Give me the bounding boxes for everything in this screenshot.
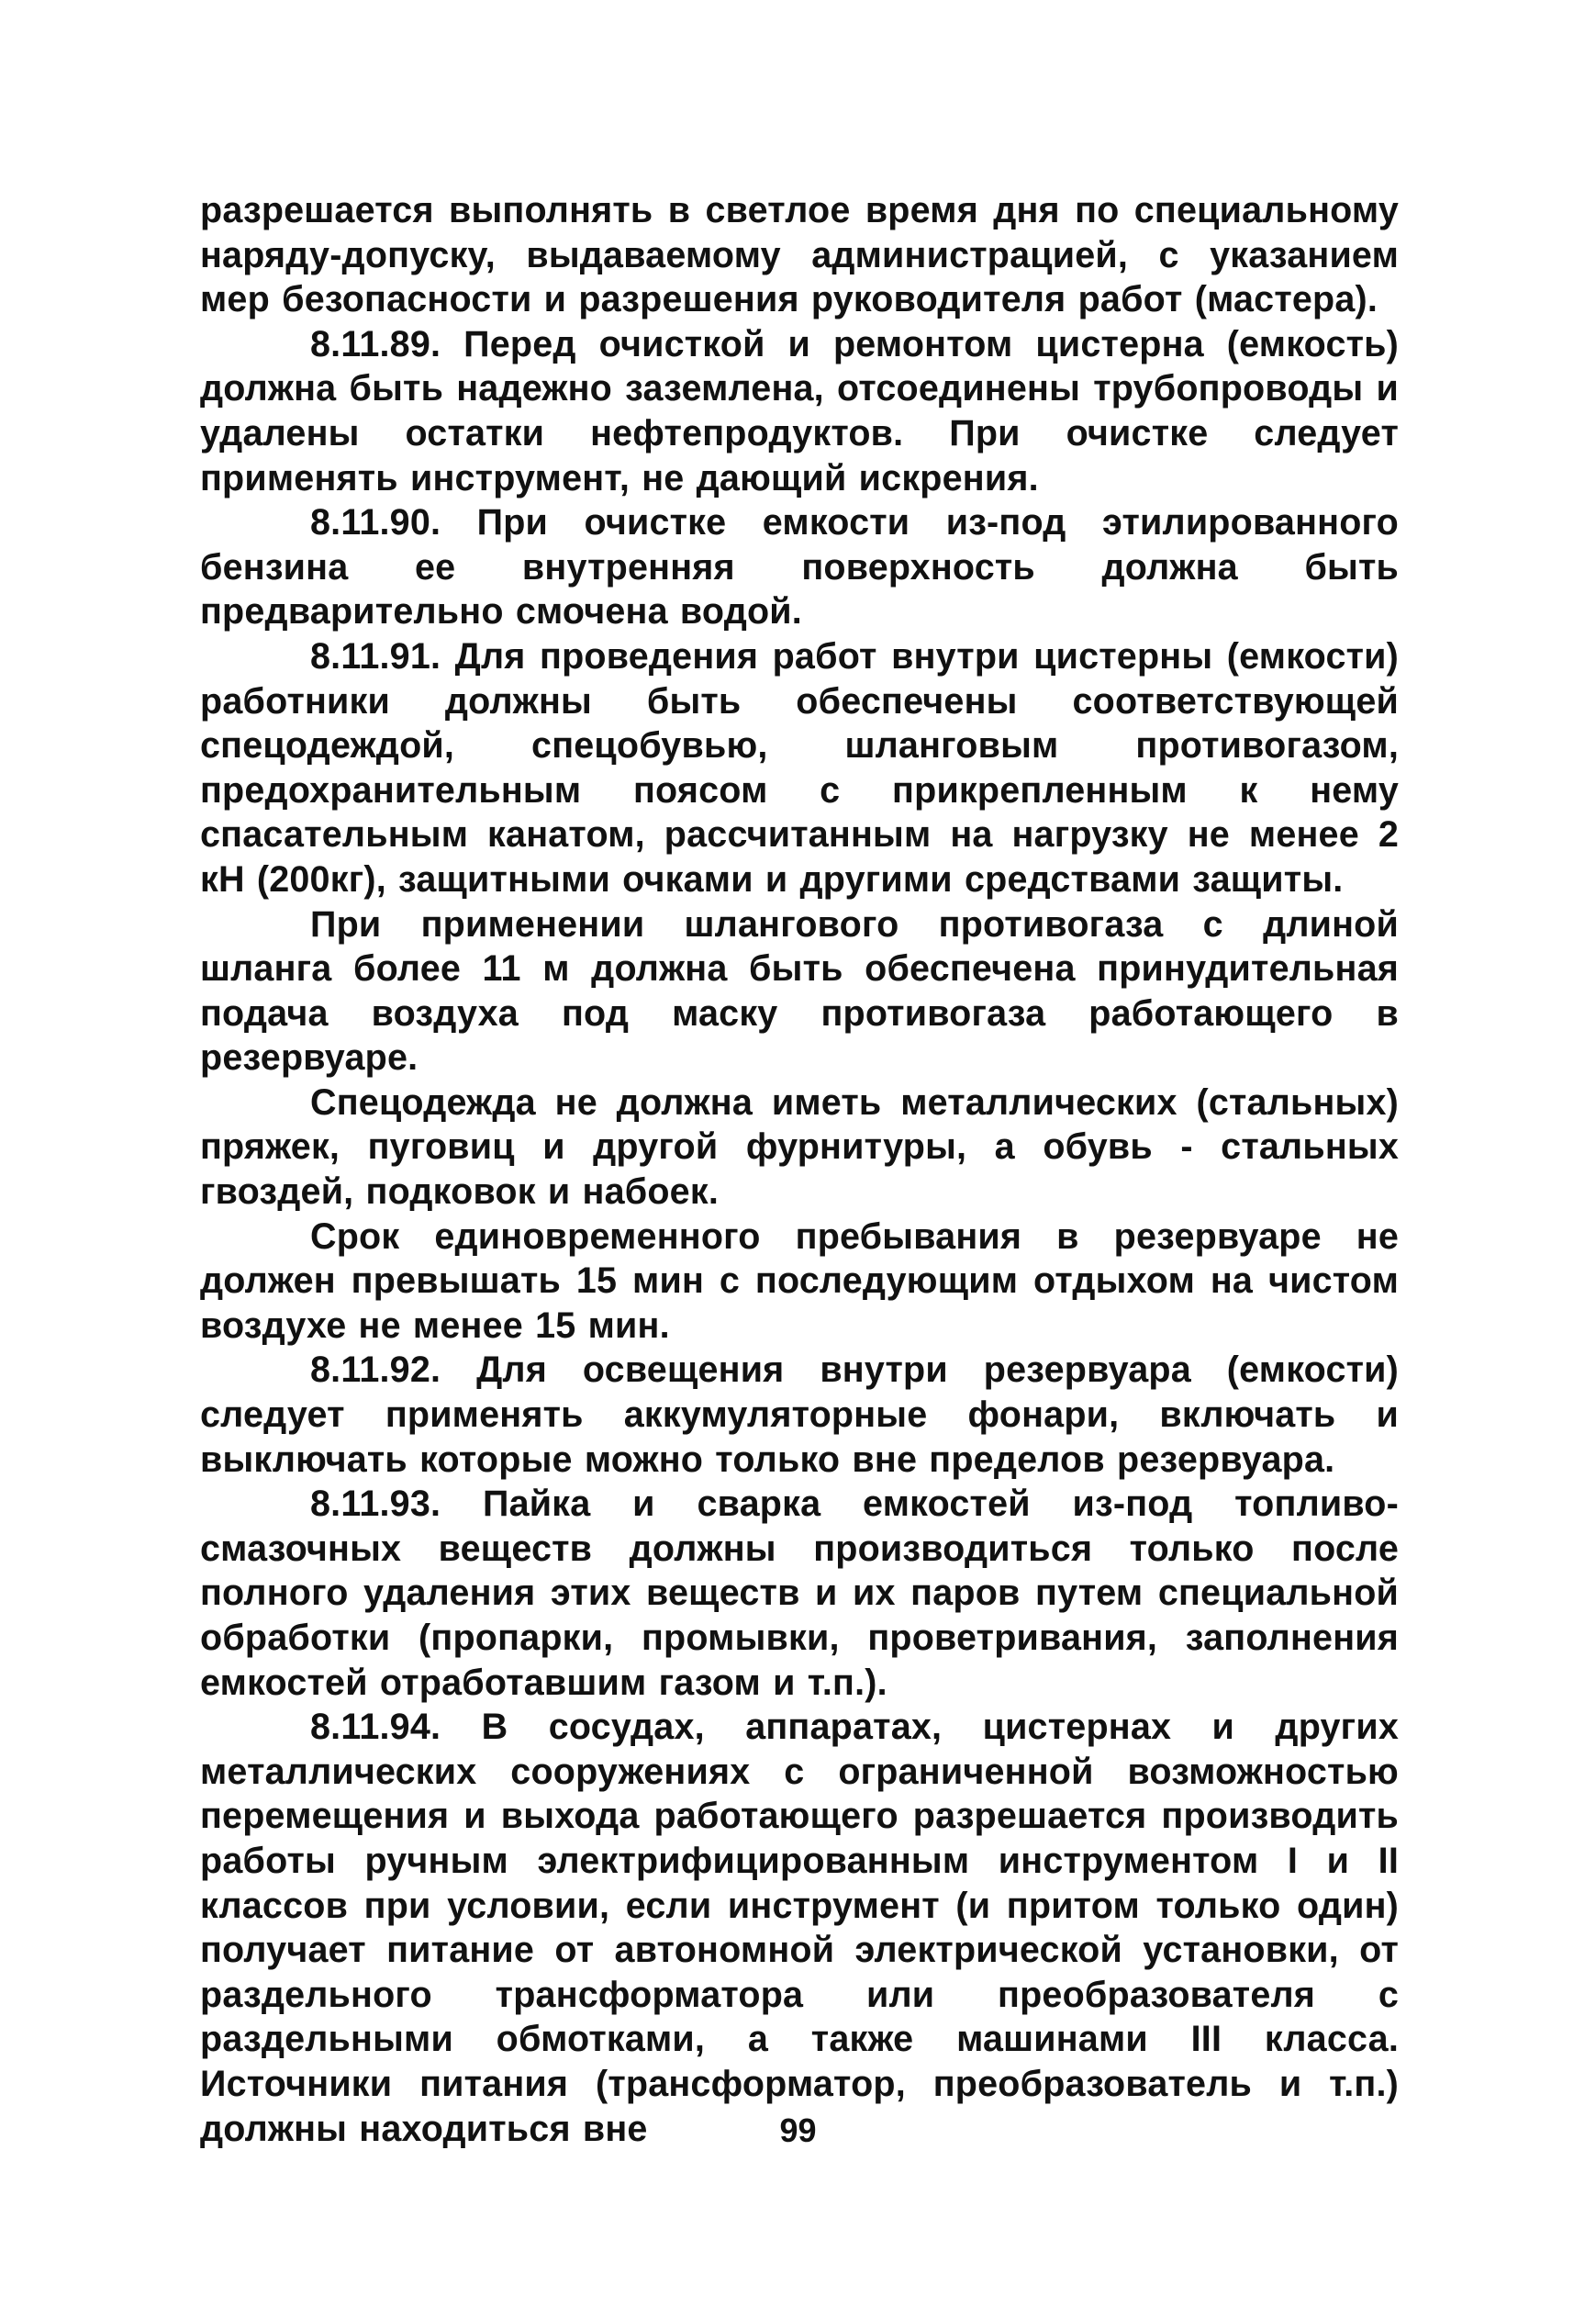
paragraph-workwear: Спецодежда не должна иметь металлических (стальных) пряжек, пуговиц и другой фурнитуры, а обувь - стальных гвоздей, подковок и набоек. <box>200 1081 1399 1213</box>
paragraph-8-11-89: 8.11.89. Перед очисткой и ремонтом цистерна (емкость) должна быть надежно заземлена, отсоединены трубопроводы и удалены остатки нефтепродуктов. При очистке следует применять инструмент, не дающий искрения. <box>200 323 1399 498</box>
page-number: 99 <box>779 2111 817 2149</box>
paragraph-8-11-90: 8.11.90. При очистке емкости из-под этилированного бензина ее внутренняя поверхность должна быть предварительно смочена водой. <box>200 502 1399 633</box>
paragraph-8-11-92: 8.11.92. Для освещения внутри резервуара (емкости) следует применять аккумуляторные фонари, включать и выключать которые можно только вне пределов резервуара. <box>200 1349 1399 1480</box>
paragraph-continuation: разрешается выполнять в светлое время дня по специальному наряду-допуску, выдаваемому администрацией, с указанием мер безопасности и разрешения руководителя работ (мастера). <box>200 190 1399 320</box>
paragraph-hose-gas-mask: При применении шлангового противогаза с длиной шланга более 11 м должна быть обеспечена принудительная подача воздуха под маску противогаза работающего в резервуаре. <box>200 903 1399 1079</box>
page-body <box>200 188 1399 2151</box>
paragraph-stay-duration: Срок единовременного пребывания в резервуаре не должен превышать 15 мин с последующим отдыхом на чистом воздухе не менее 15 мин. <box>200 1215 1399 1346</box>
paragraph-8-11-91: 8.11.91. Для проведения работ внутри цистерны (емкости) работники должны быть обеспечены соответствующей спецодеждой, спецобувью, шланговым противогазом, предохранительным поясом с прикрепленным к нему спасательным канатом, рассчитанным на нагрузку не менее 2 кН (200кг), защитными очками и другими средствами защиты. <box>200 635 1399 900</box>
paragraph-8-11-94: 8.11.94. В сосудах, аппаратах, цистернах и других металлических сооружениях с ограниченной возможностью перемещения и выхода работающего разрешается производить работы ручным электрифицированным инструментом I и II классов при условии, если инструмент (и притом только один) получает питание от автономной электрической установки, от раздельного трансформатора или преобразователя с раздельными обмотками, а также машинами III класса. Источники питания (трансформатор, преобразователь и т.п.) должны находиться вне <box>200 1707 1399 2149</box>
paragraph-8-11-93: 8.11.93. Пайка и сварка емкостей из-под топливо-смазочных веществ должны производиться только после полного удаления этих веществ и их паров путем специальной обработки (пропарки, промывки, проветривания, заполнения емкостей отработавшим газом и т.п.). <box>200 1484 1399 1703</box>
